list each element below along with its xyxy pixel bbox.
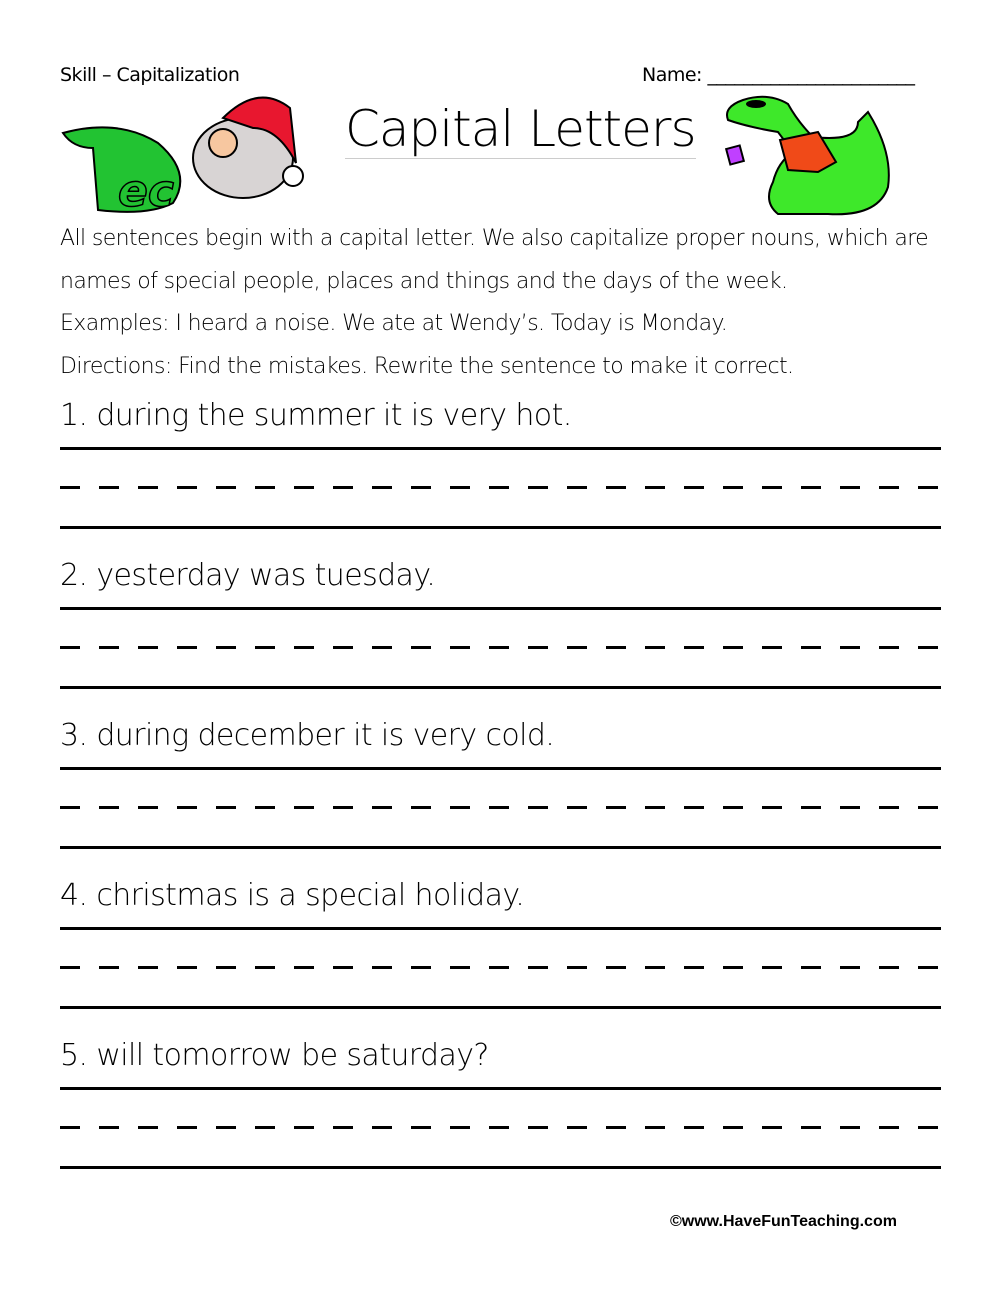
writing-line[interactable] (60, 607, 941, 610)
skill-label: Skill – Capitalization (60, 64, 240, 86)
directions-label: Directions: (60, 354, 172, 379)
writing-line[interactable] (60, 526, 941, 529)
dinosaur-clipart (718, 92, 898, 220)
santa-dec-clipart (58, 88, 328, 218)
page-title: Capital Letters (345, 100, 696, 158)
writing-line[interactable] (60, 846, 941, 849)
writing-midline (60, 646, 941, 649)
writing-midline (60, 486, 941, 489)
examples-text: I heard a noise. We ate at Wendy’s. Today is Monday. (168, 311, 728, 336)
dec-text: ec (118, 166, 174, 217)
question-text: 1. during the summer it is very hot. (60, 398, 572, 433)
directions-line (60, 354, 793, 379)
intro-line-2: names of special people, places and things and the days of the week. (60, 269, 788, 294)
question-text: 2. yesterday was tuesday. (60, 558, 436, 593)
footer-copyright: ©www.HaveFunTeaching.com (670, 1213, 897, 1230)
examples-label: Examples: (60, 311, 169, 336)
name-field[interactable]: Name: _______________________ (642, 64, 915, 86)
question-text: 5. will tomorrow be saturday? (60, 1038, 489, 1073)
writing-line[interactable] (60, 1166, 941, 1169)
writing-line[interactable] (60, 686, 941, 689)
writing-line[interactable] (60, 927, 941, 930)
directions-text: Find the mistakes. Rewrite the sentence to make it correct. (171, 354, 794, 379)
writing-line[interactable] (60, 1087, 941, 1090)
writing-line[interactable] (60, 767, 941, 770)
intro-line-1: All sentences begin with a capital letter. We also capitalize proper nouns, which are (60, 226, 929, 251)
writing-midline (60, 806, 941, 809)
writing-line[interactable] (60, 447, 941, 450)
examples-line (60, 311, 727, 336)
writing-line[interactable] (60, 1006, 941, 1009)
question-text: 4. christmas is a special holiday. (60, 878, 525, 913)
writing-midline (60, 1126, 941, 1129)
writing-midline (60, 966, 941, 969)
question-text: 3. during december it is very cold. (60, 718, 555, 753)
